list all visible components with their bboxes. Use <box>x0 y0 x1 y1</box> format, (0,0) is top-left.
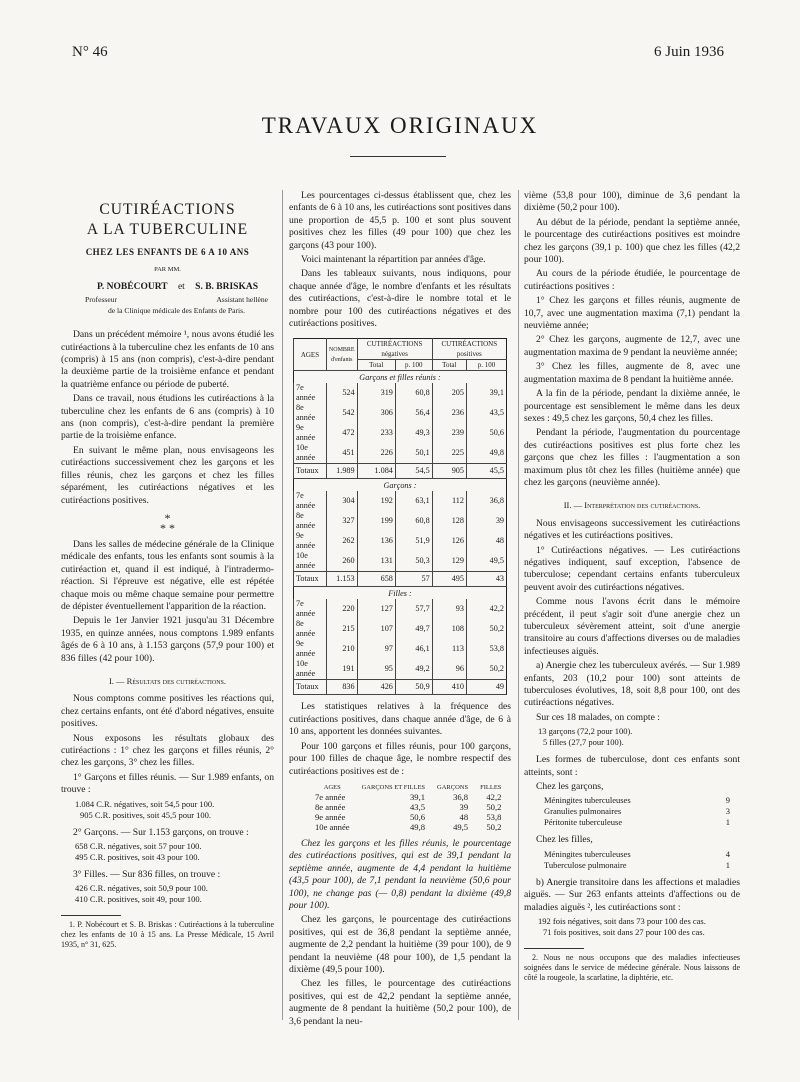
result-line: 905 C.R. positives, soit 45,5 pour 100. <box>80 809 212 820</box>
table-cell: 233 <box>357 423 395 443</box>
table-cell: 542 <box>326 403 357 423</box>
issue-number: N° 46 <box>72 44 108 60</box>
table-cell: 9e année <box>294 531 327 551</box>
table-cell: 260 <box>326 551 357 572</box>
result-line: 426 C.R. négatives, soit 50,9 pour 100. <box>75 883 208 894</box>
table-row <box>294 551 507 572</box>
table-cell: 107 <box>357 619 395 639</box>
table-cell: 48 <box>459 811 469 822</box>
table-cell: 7e année <box>315 791 346 802</box>
col-header-p100: p. 100 <box>395 360 432 371</box>
table-row <box>294 659 507 680</box>
paragraph: Dans les salles de médecine générale de la Clinique médicale des enfants, tous les enfants sont soumis à la cutiréaction et, quand il est indiqué, à l'intradermo-réaction. Si l'épreuve est négative, elle est répétée chaque mois ou même chaque semaine pour permettre de dépister éventuellement l'apparition de la réaction. <box>61 538 274 612</box>
paragraph: vième (53,8 pour 100), diminue de 3,6 pendant la dixième (50,2 pour 100). <box>524 190 740 214</box>
paragraph: En suivant le même plan, nous envisageons les cutiréactions successivement chez les garçons et les filles réunis, chez les garçons et chez les filles séparément, les cutiréactions négatives et les cutiréactions positives. <box>61 444 274 506</box>
table-cell: 9e année <box>294 423 327 443</box>
paragraph: Comme nous l'avons écrit dans le mémoire précédent, il peut s'agir soit d'une anergie chez un tuberculeux sévèrement atteint, soit d'une anergie transitoire au cours d'affections diverses ou de maladies infectieuses aiguës. <box>524 596 740 657</box>
table-cell: 1.084 <box>357 464 395 479</box>
paragraph: Dans un précédent mémoire ¹, nous avons étudié les cutiréactions à la tuberculine chez les enfants de 10 ans (compris) à 15 ans (non compris), c'est-à-dire pendant la deuxième partie de la troisième enfance et pendant la quatrième enfance ou période de puberté. <box>61 329 274 390</box>
footnote-rule <box>61 915 121 916</box>
table-cell: 205 <box>432 383 466 403</box>
table-total-row <box>294 680 507 695</box>
table-cell: 50,6 <box>410 811 426 822</box>
table-cell: 48 <box>466 531 506 551</box>
paragraph: Chez les garçons, <box>536 781 604 793</box>
table-cell: 53,8 <box>466 639 506 659</box>
form-label: Méningites tuberculeuses <box>544 848 631 859</box>
table-cell: 10e année <box>294 443 327 464</box>
column-2 <box>289 190 511 1030</box>
table-cell: 60,8 <box>395 383 432 403</box>
table-cell: 50,2 <box>466 619 506 639</box>
authors <box>61 281 274 293</box>
footnote: 2. Nous ne nous occupons que des maladies infectieuses soignées dans le service de médecine générale. Nous laissons de côté la rougeole, la scarlatine, la diphtérie, etc. <box>524 953 740 983</box>
table-cell: 63,1 <box>395 491 432 511</box>
table-cell: 45,5 <box>466 464 506 479</box>
col-header: GARÇONS ET FILLES <box>361 783 426 791</box>
table-cell: 7e année <box>294 383 327 403</box>
paragraph: Les statistiques relatives à la fréquence des cutiréactions positives, dans chaque année d'âge, de 6 à 10 ans, apportent les données suivantes. <box>289 701 511 738</box>
table-cell: 8e année <box>294 511 327 531</box>
table-cell: 57,7 <box>395 599 432 619</box>
footnote: 1. P. Nobécourt et S. B. Briskas : Cutiréactions à la tuberculine chez les enfants de 10 à 15 ans. La Presse Médicale, 15 Avril 1935, n° 31, 625. <box>61 920 274 950</box>
table-cell: Totaux <box>294 680 327 695</box>
form-count: 3 <box>725 806 730 817</box>
table-cell: 262 <box>326 531 357 551</box>
table-cell: 36,8 <box>466 491 506 511</box>
table-cell: 50,2 <box>486 821 502 832</box>
paragraph: A la fin de la période, pendant la dixième année, le pourcentage est sensiblement le même dans les deux sexes : 49,5 chez les garçons, 50,4 chez les filles. <box>524 388 740 424</box>
table-group-row <box>294 587 507 600</box>
table-row <box>309 822 507 832</box>
paragraph: Pour 100 garçons et filles réunis, pour 100 garçons, pour 100 filles de chaque âge, le nombre respectif des cutiréactions positives est de : <box>289 740 511 777</box>
table-row <box>294 511 507 531</box>
result-line: 13 garçons (72,2 pour 100). <box>538 726 633 737</box>
table-cell: 128 <box>432 511 466 531</box>
paragraph: 1° Chez les garçons et filles réunis, augmente de 10,7, avec une augmentation maxima (7,1) pendant la neuvième année; <box>524 295 740 332</box>
table-row <box>294 491 507 511</box>
table-cell: 304 <box>326 491 357 511</box>
table-cell: 54,5 <box>395 464 432 479</box>
table-cell: 49,7 <box>395 619 432 639</box>
paragraph: Nous exposons les résultats globaux des cutiréactions : 1° chez les garçons et filles réunis, 2° chez les garçons, 3° chez les filles. <box>61 732 274 769</box>
paragraph: Dans les tableaux suivants, nous indiquons, pour chaque année d'âge, le nombre d'enfants et les résultats des cutiréactions, c'est-à-dire le nombre total et le nombre pour 100 des cutiréactions négatives et des cutiréactions positives. <box>289 268 511 330</box>
paragraph: 3° Chez les filles, augmente de 8, avec une augmentation maxima de 8 pendant la huitième année. <box>524 361 740 385</box>
table-cell: 199 <box>357 511 395 531</box>
form-item <box>544 806 740 817</box>
form-count: 9 <box>725 795 730 806</box>
table-cell: 215 <box>326 619 357 639</box>
table-row <box>294 619 507 639</box>
form-count: 1 <box>725 817 730 828</box>
table-cell: 50,9 <box>395 680 432 695</box>
col-header-positives: CUTIRÉACTIONS positives <box>432 339 506 360</box>
table-cell: 495 <box>432 572 466 587</box>
table-cell: 50,2 <box>486 801 502 812</box>
forms-list-girls <box>524 849 740 871</box>
section-title: TRAVAUX ORIGINAUX <box>261 113 539 138</box>
author-2: S. B. BRISKAS <box>195 281 258 292</box>
table-cell: 49,3 <box>395 423 432 443</box>
table-cell: 39,1 <box>410 791 426 802</box>
table-cell: 10e année <box>315 821 350 832</box>
paragraph: Au cours de la période étudiée, le pourcentage de cutiréactions positives : <box>524 268 740 292</box>
col-header: FILLES <box>480 783 502 791</box>
form-count: 4 <box>725 848 730 859</box>
table-cell: 49,5 <box>453 821 469 832</box>
table-row <box>294 403 507 423</box>
result-line: 192 fois négatives, soit dans 73 pour 100 des cas. <box>538 916 706 927</box>
paragraph: b) Anergie transitoire dans les affections et maladies aiguës. — Sur 263 enfants atteints d'affections ou de maladies aiguës ², les cutiréactions sont : <box>524 876 740 913</box>
paragraph: Voici maintenant la répartition par années d'âge. <box>301 254 486 266</box>
table-cell: 220 <box>326 599 357 619</box>
table-cell: 7e année <box>294 599 327 619</box>
table-cell: 8e année <box>315 801 346 812</box>
paragraph: Dans ce travail, nous étudions les cutiréactions à la tuberculine chez les enfants de 6 ans (compris) à 10 ans (non compris), c'est-à-dire pendant la première partie de la troisième enfance. <box>61 393 274 442</box>
table-cell: 236 <box>432 403 466 423</box>
table-cell: 129 <box>432 551 466 572</box>
table-cell: 49,8 <box>410 821 426 832</box>
section-heading: I. — Résultats des cutiréactions. <box>108 675 227 686</box>
article-subtitle: CHEZ LES ENFANTS DE 6 A 10 ANS <box>85 247 250 257</box>
table-cell: 43,5 <box>466 403 506 423</box>
form-label: Tuberculose pulmonaire <box>544 859 627 870</box>
paragraph: Depuis le 1er Janvier 1921 jusqu'au 31 Décembre 1935, en quinze années, nous comptons 1.989 enfants âgés de 6 à 10 ans, à 1.153 garçons (57,9 pour 100) et 836 filles (42 pour 100). <box>61 615 274 664</box>
table-cell: 108 <box>432 619 466 639</box>
table-cell: 10e année <box>294 551 327 572</box>
issue-date: 6 Juin 1936 <box>654 44 725 60</box>
affiliations <box>61 295 274 304</box>
table-cell: 239 <box>432 423 466 443</box>
table-cell: 96 <box>432 659 466 680</box>
table-cell: 39,1 <box>466 383 506 403</box>
table-cell: 319 <box>357 383 395 403</box>
form-label: Méningites tuberculeuses <box>544 795 631 806</box>
paragraph: Chez les filles, le pourcentage des cutiréactions positives, qui est de 42,2 pendant la septième année, augmente de 8 pendant la huitième (50,2 pour 100), de 3,6 pendant la neu- <box>289 978 511 1027</box>
table-cell: 113 <box>432 639 466 659</box>
table-cell: 9e année <box>315 811 346 822</box>
table-row <box>294 599 507 619</box>
table-cell: 42,2 <box>486 791 502 802</box>
affiliation-1-institution: de la Clinique médicale des Enfants de Paris. <box>107 306 246 316</box>
result-list <box>75 799 274 821</box>
table-cell: 836 <box>326 680 357 695</box>
column-divider <box>282 190 283 1020</box>
table-cell: 136 <box>357 531 395 551</box>
table-cell: 49 <box>466 680 506 695</box>
table-cell: 43 <box>466 572 506 587</box>
table-cell: 39 <box>466 511 506 531</box>
table-cell: 56,4 <box>395 403 432 423</box>
paragraph: a) Anergie chez les tuberculeux avérés. — Sur 1.989 enfants, 203 (10,2 pour 100) sont atteints de tuberculoses évolutives, 18, soit 8,8 pour 100, ont des cutiréactions négatives. <box>524 660 740 709</box>
paragraph: Chez les garçons et les filles réunis, le pourcentage des cutiréactions positives, qui est de 39,1 pendant la septième année, augmente de 4,4 pendant la huitième (43,5 pour 100), de 7,1 pendant la neuvième (50,6 pour 100), ne change pas (— 0,8) pendant la dixième (49,8 pour 100). <box>289 837 511 911</box>
table-cell: 97 <box>357 639 395 659</box>
table-group-label: Filles : <box>388 589 412 599</box>
result-list <box>538 916 740 938</box>
table-cell: 95 <box>357 659 395 680</box>
table-row <box>294 443 507 464</box>
form-count: 1 <box>725 859 730 870</box>
table-cell: 127 <box>357 599 395 619</box>
section-separator <box>61 510 274 535</box>
author-1: P. NOBÉCOURT <box>97 281 168 292</box>
table-cell: 112 <box>432 491 466 511</box>
result-line: 1.084 C.R. négatives, soit 54,5 pour 100. <box>75 798 215 809</box>
column-3 <box>524 190 740 983</box>
paragraph: 1° Cutiréactions négatives. — Les cutiréactions négatives indiquent, sauf exception, l'absence de tuberculose; cependant certains enfants tuberculeux peuvent avoir des cutiréactions négatives. <box>524 544 740 593</box>
table-cell: 60,8 <box>395 511 432 531</box>
col-header-nombre: NOMBRE d'enfants <box>326 339 357 371</box>
paragraph: 2° Chez les garçons, augmente de 12,7, avec une augmentation maxima de 9 pendant la neuvième année; <box>524 334 740 358</box>
paragraph: Au début de la période, pendant la septième année, le pourcentage des cutiréactions positives est moindre chez les garçons (39,1 p. 100) que chez les filles (42,2 pour 100). <box>524 216 740 266</box>
paragraph: Les formes de tuberculose, dont ces enfants sont atteints, sont : <box>524 754 740 778</box>
table-cell: 46,1 <box>395 639 432 659</box>
result-line: 495 C.R. positives, soit 43 pour 100. <box>75 852 200 863</box>
table-row <box>309 802 507 812</box>
table-cell: 8e année <box>294 403 327 423</box>
table-row <box>294 531 507 551</box>
table-cell: 49,5 <box>466 551 506 572</box>
affiliation-2: Assistant hellène <box>216 295 268 305</box>
col-header-negatives: CUTIRÉACTIONS négatives <box>357 339 432 360</box>
column-divider <box>518 190 519 1020</box>
table-cell: 524 <box>326 383 357 403</box>
column-1 <box>61 200 274 950</box>
table-cell: 1.153 <box>326 572 357 587</box>
table-cell: 226 <box>357 443 395 464</box>
table-group-label: Garçons et filles réunis : <box>359 373 441 383</box>
table-cell: 93 <box>432 599 466 619</box>
table-cell: 225 <box>432 443 466 464</box>
section-heading: II. — Interprétation des cutiréactions. <box>563 500 701 511</box>
table-cell: 51,9 <box>395 531 432 551</box>
footnote-rule <box>524 948 584 949</box>
form-label: Granulies pulmonaires <box>544 806 622 817</box>
table-total-row <box>294 572 507 587</box>
table-row <box>294 639 507 659</box>
table-cell: Totaux <box>294 572 327 587</box>
table-cell: 210 <box>326 639 357 659</box>
form-item <box>544 860 740 871</box>
separator-stars: * * <box>160 520 175 535</box>
table-cell: 1.989 <box>326 464 357 479</box>
table-cell: 126 <box>432 531 466 551</box>
author-conjunction: et <box>177 281 185 292</box>
table-cell: 50,3 <box>395 551 432 572</box>
result-line: 410 C.R. positives, soit 49, pour 100. <box>75 894 202 905</box>
table-group-label: Garçons : <box>383 481 417 491</box>
table-cell: 426 <box>357 680 395 695</box>
table-cell: 50,1 <box>395 443 432 464</box>
table-cell: 327 <box>326 511 357 531</box>
col-header-p100: p. 100 <box>466 360 506 371</box>
separator-star: * <box>164 510 171 525</box>
forms-list-boys <box>524 795 740 828</box>
table-row <box>309 812 507 822</box>
table-group-row <box>294 479 507 492</box>
result-line: 71 fois positives, soit dans 27 pour 100 des cas. <box>543 927 705 938</box>
table-cell: 131 <box>357 551 395 572</box>
by-line: PAR MM. <box>154 266 181 274</box>
table-group-row <box>294 371 507 384</box>
article-title-line-1: CUTIRÉACTIONS <box>99 201 236 218</box>
col-header-total: Total <box>432 360 466 371</box>
table-cell: 53,8 <box>486 811 502 822</box>
table-cell: 191 <box>326 659 357 680</box>
results-by-age-table <box>293 338 507 695</box>
table-cell: 49,2 <box>395 659 432 680</box>
title-rule <box>350 156 446 157</box>
table-total-row <box>294 464 507 479</box>
affiliation-1-title: Professeur <box>85 295 118 305</box>
table-cell: 57 <box>395 572 432 587</box>
paragraph: Nous envisageons successivement les cutiréactions négatives et les cutiréactions positives. <box>524 517 740 542</box>
paragraph: Sur ces 18 malades, on compte : <box>536 711 660 723</box>
paragraph: 2° Garçons. — Sur 1.153 garçons, on trouve : <box>73 826 249 838</box>
table-cell: 50,2 <box>466 659 506 680</box>
table-cell: 451 <box>326 443 357 464</box>
form-item <box>544 817 740 828</box>
table-cell: 8e année <box>294 619 327 639</box>
table-row <box>309 792 507 802</box>
table-cell: 49,8 <box>466 443 506 464</box>
paragraph: Chez les garçons, le pourcentage des cutiréactions positives, qui est de 36,8 pendant la septième année, augmente de 2,2 pendant la huitième (39 pour 100), de 9 pendant la neuvième (48 pour 100), de 1,5 pendant la dixième (49,5 pour 100). <box>289 914 511 975</box>
table-cell: 658 <box>357 572 395 587</box>
table-cell: Totaux <box>294 464 327 479</box>
table-cell: 905 <box>432 464 466 479</box>
table-cell: 39 <box>459 801 469 812</box>
table-cell: 192 <box>357 491 395 511</box>
col-header-total: Total <box>357 360 395 371</box>
col-header-ages: AGES <box>294 339 327 371</box>
form-item <box>544 795 740 806</box>
table-cell: 472 <box>326 423 357 443</box>
article-title-line-2: A LA TUBERCULINE <box>86 221 249 238</box>
form-item <box>544 849 740 860</box>
col-header: GARÇONS <box>437 783 469 791</box>
form-label: Péritonite tuberculeuse <box>544 817 623 828</box>
result-line: 658 C.R. négatives, soit 57 pour 100. <box>75 841 202 852</box>
table-cell: 306 <box>357 403 395 423</box>
result-list <box>75 883 274 905</box>
table-cell: 43,5 <box>410 801 426 812</box>
table-cell: 7e année <box>294 491 327 511</box>
paragraph: Les pourcentages ci-dessus établissent que, chez les enfants de 6 à 10 ans, les cutiréactions sont positives dans une proportion de 45,5 p. 100 et sont plus souvent positives chez les filles (49 pour 100) que chez les garçons (43 pour 100). <box>289 190 511 251</box>
paragraph: 3° Filles. — Sur 836 filles, on trouve : <box>73 869 221 881</box>
paragraph: Pendant la période, l'augmentation du pourcentage des cutiréactions positives est plus forte chez les garçons que chez les filles : l'augmentation a son maximum plus tôt chez les filles (huitième année) que chez les garçons (neuvième année). <box>524 427 740 488</box>
table-cell: 42,2 <box>466 599 506 619</box>
table-cell: 50,6 <box>466 423 506 443</box>
table-cell: 9e année <box>294 639 327 659</box>
col-header: AGES <box>323 783 341 791</box>
table-row <box>294 383 507 403</box>
table-cell: 36,8 <box>453 791 469 802</box>
paragraph: Nous comptons comme positives les réactions qui, chez certains enfants, ont été d'abord négatives, ensuite positives. <box>61 693 274 730</box>
affiliation-1-institution-row <box>61 306 274 315</box>
positive-percent-table <box>309 784 507 832</box>
paragraph: 1° Garçons et filles réunis. — Sur 1.989 enfants, on trouve : <box>61 771 274 796</box>
table-cell: 410 <box>432 680 466 695</box>
paragraph: Chez les filles, <box>536 834 593 846</box>
result-line: 5 filles (27,7 pour 100). <box>543 737 624 748</box>
table-row <box>294 423 507 443</box>
result-list <box>538 726 740 748</box>
table-cell: 10e année <box>294 659 327 680</box>
result-list <box>75 841 274 863</box>
